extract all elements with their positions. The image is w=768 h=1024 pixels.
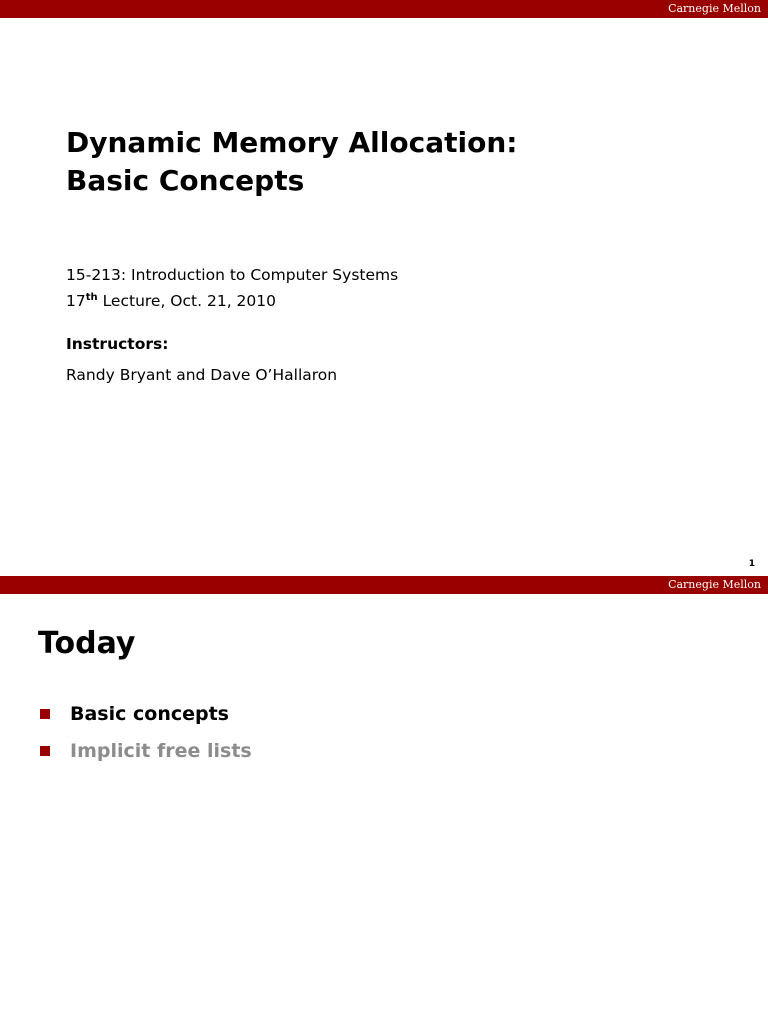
brand-label: Carnegie Mellon [668, 2, 761, 15]
instructors-names: Randy Bryant and Dave O’Hallaron [66, 366, 338, 384]
lecture-ordinal-suffix: th [85, 291, 98, 303]
header-bar [0, 0, 768, 18]
lecture-date: Lecture, Oct. 21, 2010 [97, 292, 276, 310]
page-number: 1 [748, 559, 755, 569]
bullet-text: Implicit free lists [70, 739, 252, 762]
list-item [40, 732, 252, 769]
instructors-label: Instructors: [66, 335, 169, 353]
bullet-text: Basic concepts [70, 702, 229, 725]
title-line-2: Basic Concepts [66, 164, 305, 197]
course-info [66, 262, 398, 314]
lecture-info [66, 288, 398, 314]
slide-heading: Today [38, 626, 136, 661]
list-item [40, 695, 252, 732]
slide-title [66, 124, 517, 200]
course-name: 15-213: Introduction to Computer Systems [66, 266, 399, 284]
title-line-1: Dynamic Memory Allocation: [66, 126, 518, 159]
agenda-list [40, 695, 252, 769]
brand-label: Carnegie Mellon [668, 578, 761, 591]
square-bullet-icon [40, 709, 50, 719]
agenda-slide [0, 576, 768, 1024]
square-bullet-icon [40, 746, 50, 756]
header-bar [0, 576, 768, 594]
lecture-number: 17 [66, 292, 86, 310]
